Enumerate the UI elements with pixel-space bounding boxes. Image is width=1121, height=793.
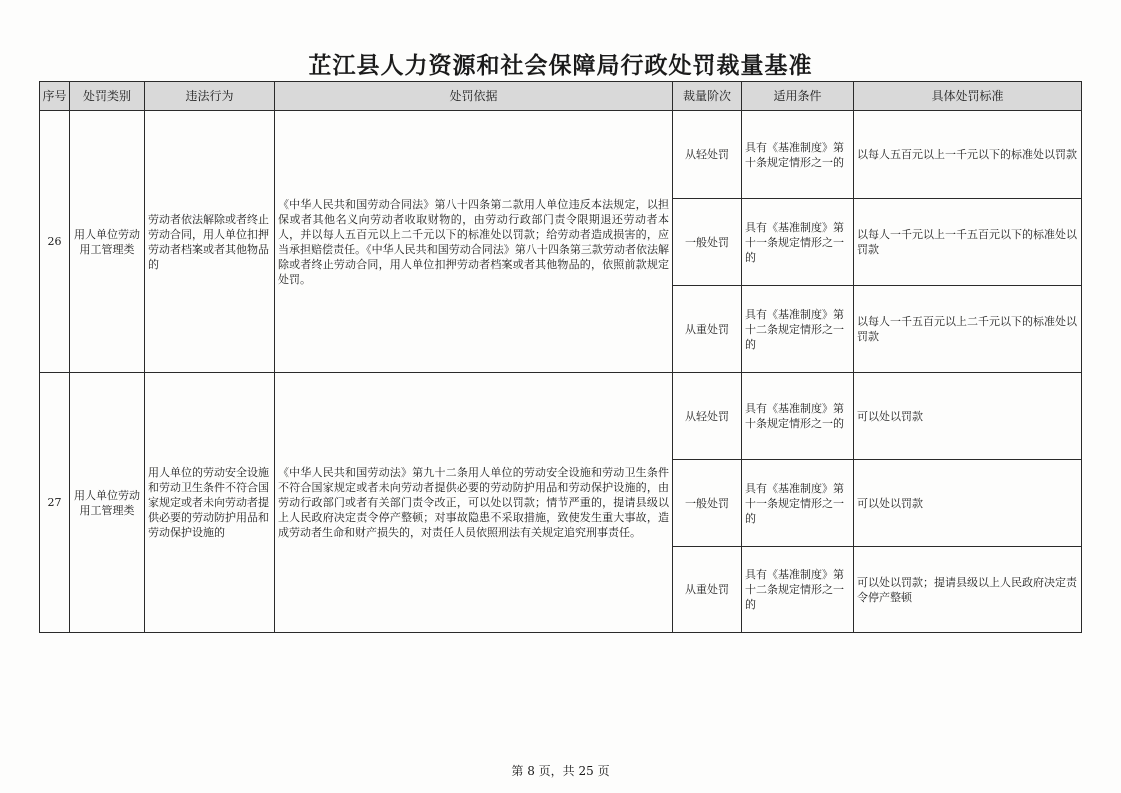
header-category: 处罚类别 <box>70 82 145 111</box>
level-label: 一般处罚 <box>673 199 742 286</box>
header-standard: 具体处罚标准 <box>854 82 1082 111</box>
level-standard: 以每人一千元以上一千五百元以下的标准处以罚款 <box>854 199 1082 286</box>
level-standard: 可以处以罚款 <box>854 460 1082 547</box>
level-condition: 具有《基准制度》第十一条规定情形之一的 <box>742 460 854 547</box>
level-label: 从轻处罚 <box>673 373 742 460</box>
row-category: 用人单位劳动用工管理类 <box>70 111 145 373</box>
level-condition: 具有《基准制度》第十二条规定情形之一的 <box>742 286 854 373</box>
level-condition: 具有《基准制度》第十一条规定情形之一的 <box>742 199 854 286</box>
table-header-row <box>40 82 1082 111</box>
header-basis: 处罚依据 <box>275 82 673 111</box>
row-no: 26 <box>40 111 70 373</box>
penalty-standard-table <box>39 81 1082 633</box>
table-row <box>40 373 1082 460</box>
level-standard: 以每人一千五百元以上二千元以下的标准处以罚款 <box>854 286 1082 373</box>
header-violation: 违法行为 <box>145 82 275 111</box>
header-level: 裁量阶次 <box>673 82 742 111</box>
row-violation: 用人单位的劳动安全设施和劳动卫生条件不符合国家规定或者未向劳动者提供必要的劳动防护用品和劳动保护设施的 <box>145 373 275 633</box>
header-condition: 适用条件 <box>742 82 854 111</box>
level-condition: 具有《基准制度》第十条规定情形之一的 <box>742 111 854 199</box>
level-label: 从重处罚 <box>673 547 742 633</box>
row-basis: 《中华人民共和国劳动法》第九十二条用人单位的劳动安全设施和劳动卫生条件不符合国家规定或者未向劳动者提供必要的劳动防护用品和劳动保护设施的，由劳动行政部门或者有关部门责令改正，可以处以罚款；情节严重的，提请县级以上人民政府决定责令停产整顿；对事故隐患不采取措施，致使发生重大事故，造成劳动者生命和财产损失的，对责任人员依照刑法有关规定追究刑事责任。 <box>275 373 673 633</box>
row-category: 用人单位劳动用工管理类 <box>70 373 145 633</box>
level-standard: 以每人五百元以上一千元以下的标准处以罚款 <box>854 111 1082 199</box>
row-basis: 《中华人民共和国劳动合同法》第八十四条第二款用人单位违反本法规定，以担保或者其他名义向劳动者收取财物的，由劳动行政部门责令限期退还劳动者本人，并以每人五百元以上二千元以下的标准处以罚款；给劳动者造成损害的，应当承担赔偿责任。《中华人民共和国劳动合同法》第八十四条第三款劳动者依法解除或者终止劳动合同，用人单位扣押劳动者档案或者其他物品的，依照前款规定处罚。 <box>275 111 673 373</box>
page-title: 芷江县人力资源和社会保障局行政处罚裁量基准 <box>308 52 813 79</box>
level-condition: 具有《基准制度》第十二条规定情形之一的 <box>742 547 854 633</box>
header-no: 序号 <box>40 82 70 111</box>
row-violation: 劳动者依法解除或者终止劳动合同，用人单位扣押劳动者档案或者其他物品的 <box>145 111 275 373</box>
page-footer: 第 8 页，共 25 页 <box>511 764 610 778</box>
level-label: 从轻处罚 <box>673 111 742 199</box>
row-no: 27 <box>40 373 70 633</box>
level-condition: 具有《基准制度》第十条规定情形之一的 <box>742 373 854 460</box>
level-standard: 可以处以罚款 <box>854 373 1082 460</box>
level-standard: 可以处以罚款；提请县级以上人民政府决定责令停产整顿 <box>854 547 1082 633</box>
level-label: 从重处罚 <box>673 286 742 373</box>
level-label: 一般处罚 <box>673 460 742 547</box>
table-row <box>40 111 1082 199</box>
